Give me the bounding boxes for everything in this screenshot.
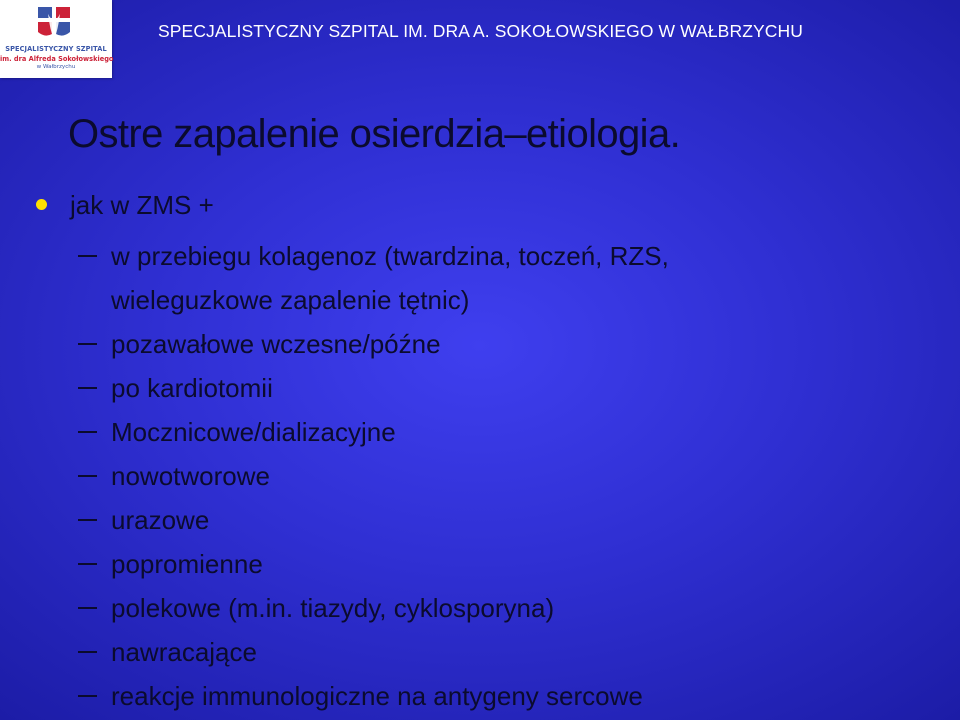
list-item bbox=[78, 410, 938, 454]
main-bullet-text: jak w ZMS + bbox=[70, 190, 214, 220]
list-item-text: urazowe bbox=[111, 505, 210, 535]
list-item bbox=[78, 586, 938, 630]
dash-icon bbox=[78, 343, 97, 345]
list-item-text: reakcje immunologiczne na antygeny sercowe bbox=[111, 681, 643, 711]
dash-icon bbox=[78, 519, 97, 521]
dash-icon bbox=[78, 607, 97, 609]
list-item-text: popromienne bbox=[111, 549, 263, 579]
hospital-emblem-icon bbox=[34, 4, 74, 44]
bullet-dot-icon bbox=[36, 199, 47, 210]
list-item bbox=[78, 322, 938, 366]
list-item-text: pozawałowe wczesne/późne bbox=[111, 329, 441, 359]
dash-icon bbox=[78, 387, 97, 389]
dash-icon bbox=[78, 651, 97, 653]
dash-icon bbox=[78, 255, 97, 257]
etiology-list bbox=[78, 234, 938, 718]
list-item-text: po kardiotomii bbox=[111, 373, 273, 403]
list-item-text: Mocznicowe/dializacyjne bbox=[111, 417, 396, 447]
list-item bbox=[78, 366, 938, 410]
list-item bbox=[78, 498, 938, 542]
dash-icon bbox=[78, 695, 97, 697]
main-bullet bbox=[36, 190, 214, 221]
hospital-name-header: SPECJALISTYCZNY SZPITAL IM. DRA A. SOKOŁOWSKIEGO W WAŁBRZYCHU bbox=[158, 21, 803, 41]
dash-icon bbox=[78, 475, 97, 477]
logo-text-line3: w Wałbrzychu bbox=[36, 64, 76, 70]
list-item-text: nawracające bbox=[111, 637, 257, 667]
list-item bbox=[78, 454, 938, 498]
list-item-text: polekowe (m.in. tiazydy, cyklosporyna) bbox=[111, 593, 555, 623]
list-item bbox=[78, 674, 938, 718]
slide-title: Ostre zapalenie osierdzia–etiologia. bbox=[68, 112, 681, 156]
dash-icon bbox=[78, 431, 97, 433]
list-item bbox=[78, 630, 938, 674]
list-item-text: w przebiegu kolagenoz (twardzina, toczeń, RZS, wieleguzkowe zapalenie tętnic) bbox=[111, 241, 669, 315]
hospital-logo bbox=[0, 0, 112, 78]
logo-text-line2: im. dra Alfreda Sokołowskiego bbox=[0, 55, 114, 63]
logo-text-line1: SPECJALISTYCZNY SZPITAL bbox=[5, 45, 107, 53]
list-item bbox=[78, 542, 938, 586]
dash-icon bbox=[78, 563, 97, 565]
list-item bbox=[78, 234, 831, 322]
list-item-text: nowotworowe bbox=[111, 461, 270, 491]
